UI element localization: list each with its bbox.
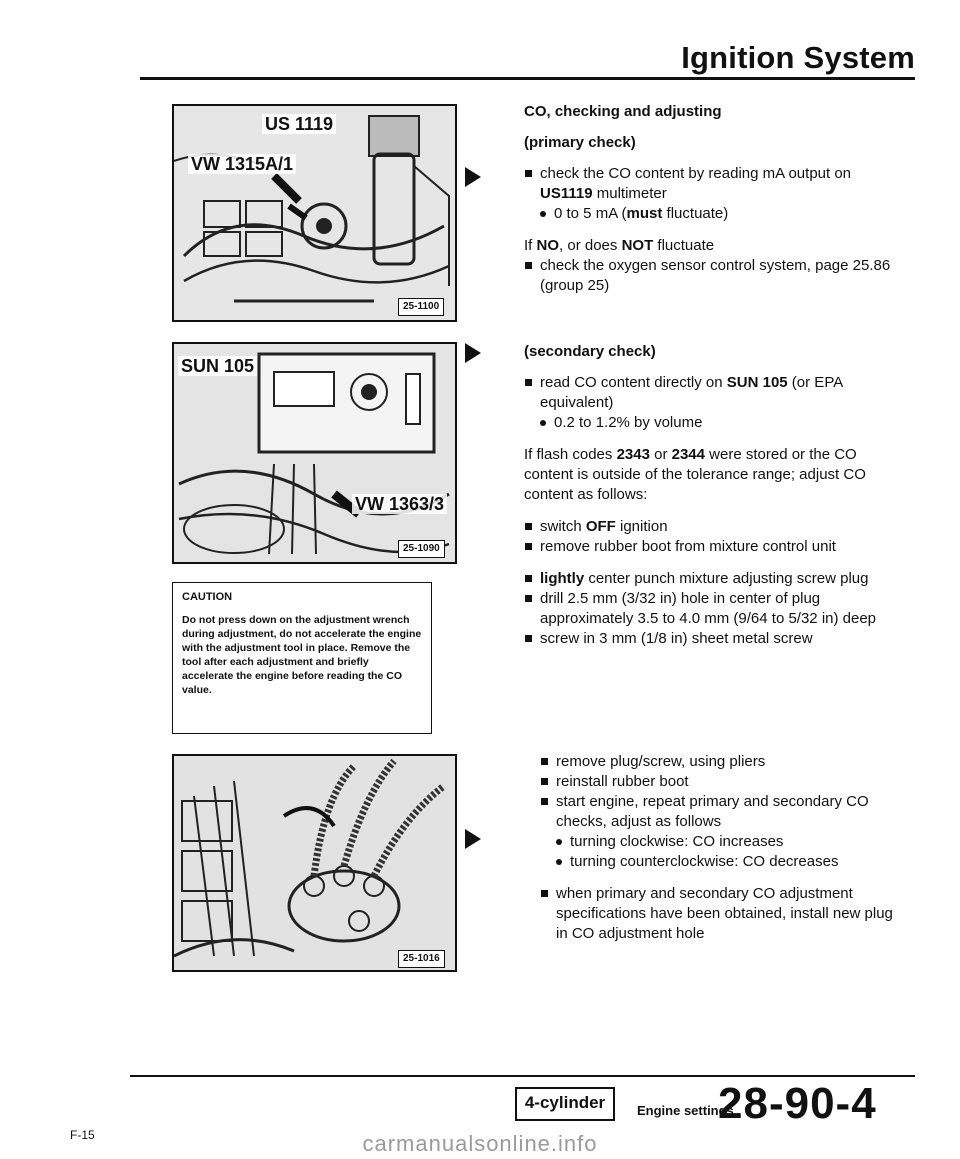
watermark: carmanualsonline.info: [362, 1131, 598, 1156]
figure-ref: 25-1100: [398, 298, 444, 316]
list-item: remove rubber boot from mixture control unit: [524, 537, 894, 557]
list-item: check the oxygen sensor control system, page 25.86 (group 25): [524, 256, 894, 296]
list-item: switch OFF ignition: [524, 517, 894, 537]
figure-distributor-illustration: [174, 756, 455, 970]
list-item: lightly center punch mixture adjusting screw plug: [524, 569, 894, 589]
figure-label: SUN 105: [178, 356, 257, 376]
engine-variant-badge: 4-cylinder: [515, 1087, 615, 1121]
figure-co-tester: [172, 342, 457, 564]
list-subitem: turning clockwise: CO increases: [540, 832, 900, 852]
figure-distributor: [172, 754, 457, 972]
page-number: 28-90-4: [718, 1079, 877, 1128]
figure-ref: 25-1016: [398, 950, 445, 968]
section-heading: (secondary check): [524, 343, 656, 360]
footer-section: Engine settings: [637, 1103, 734, 1118]
figure-multimeter: [172, 104, 457, 322]
list-item: drill 2.5 mm (3/32 in) hole in center of plug approximately 3.5 to 4.0 mm (9/64 to 5/32 in) deep: [524, 589, 894, 629]
pointer-arrow-icon: [465, 167, 481, 187]
list-subitem: 0.2 to 1.2% by volume: [524, 413, 894, 433]
caution-box: [172, 582, 432, 734]
figure-label: VW 1363/3: [352, 494, 447, 514]
secondary-check-section: [524, 342, 894, 649]
list-item: when primary and secondary CO adjustment specifications have been obtained, install new plug in CO adjustment hole: [540, 884, 900, 944]
header-rule: [140, 77, 915, 80]
list-item: check the CO content by reading mA output on US1119 multimeter: [524, 164, 894, 204]
footer-rule: [130, 1075, 915, 1077]
list-item: remove plug/screw, using pliers: [540, 752, 900, 772]
page-title: Ignition System: [681, 40, 915, 75]
figure-label: US 1119: [262, 114, 336, 134]
paragraph: If NO, or does NOT fluctuate: [524, 237, 715, 254]
list-item: read CO content directly on SUN 105 (or EPA equivalent): [524, 373, 894, 413]
section-subheading: (primary check): [524, 134, 636, 151]
pointer-arrow-icon: [465, 343, 481, 363]
figure-ref: 25-1090: [398, 540, 445, 558]
footer-code: F-15: [70, 1128, 95, 1142]
list-item: reinstall rubber boot: [540, 772, 900, 792]
caution-text: Do not press down on the adjustment wrench during adjustment, do not accelerate the engine with the adjustment tool in place. Remove the tool after each adjustment and briefly accelerate the engine before reading the CO value.: [182, 614, 422, 696]
list-item: screw in 3 mm (1/8 in) sheet metal screw: [524, 629, 894, 649]
list-item: start engine, repeat primary and secondary CO checks, adjust as follows: [540, 792, 900, 832]
section-heading: CO, checking and adjusting: [524, 103, 722, 120]
paragraph: If flash codes 2343 or 2344 were stored or the CO content is outside of the tolerance range; adjust CO content as follows:: [524, 446, 866, 503]
final-steps-section: [540, 752, 900, 944]
figure-co-tester-illustration: [174, 344, 455, 562]
primary-check-section: [524, 102, 894, 296]
figure-label: VW 1315A/1: [188, 154, 296, 174]
pointer-arrow-icon: [465, 829, 481, 849]
figure-multimeter-illustration: [174, 106, 455, 320]
caution-title: CAUTION: [182, 591, 233, 603]
list-subitem: turning counterclockwise: CO decreases: [540, 852, 900, 872]
list-subitem: 0 to 5 mA (must fluctuate): [524, 204, 894, 224]
